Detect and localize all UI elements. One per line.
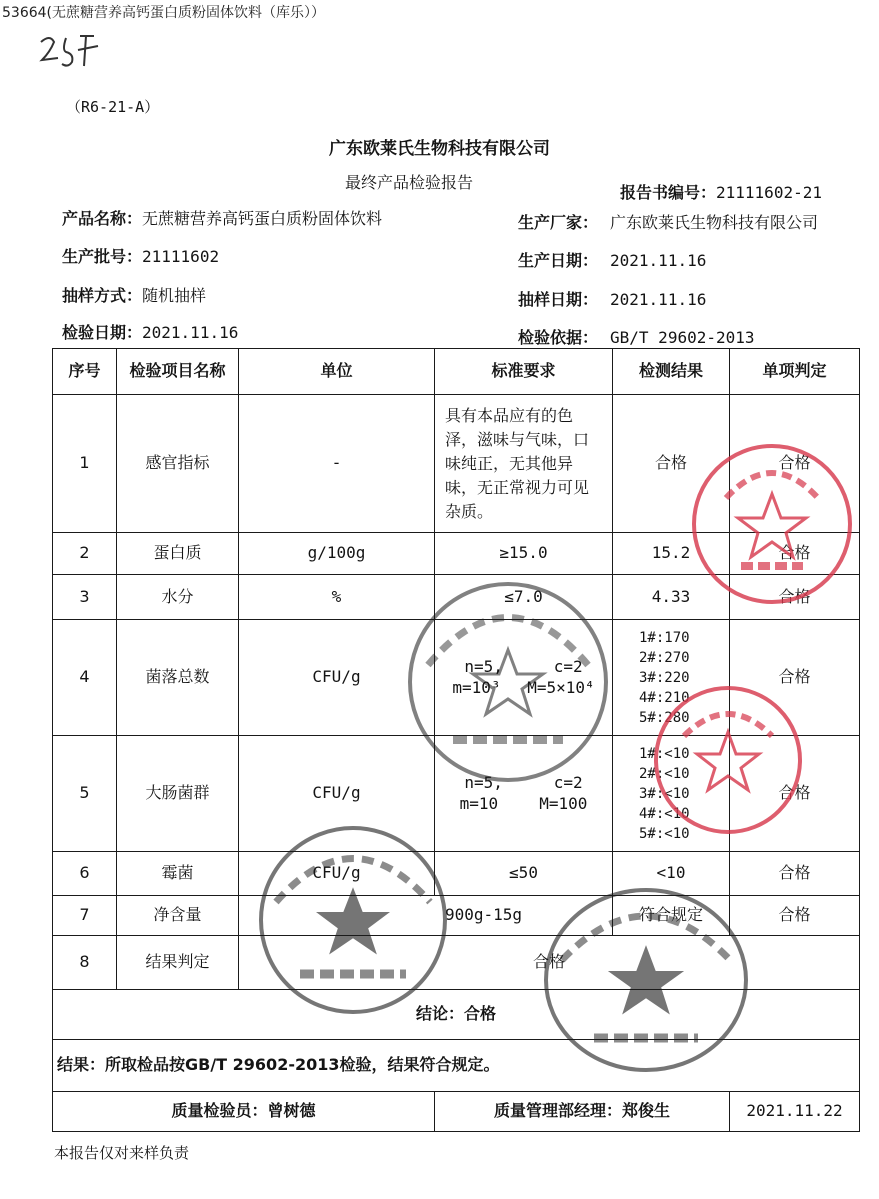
std-c: c=2 [553,656,583,676]
row-number: 4 [53,620,117,736]
result: 15.2 [613,533,730,575]
inspector-name: 曾树德 [267,1101,316,1121]
result-statement: 结果：所取检品按GB/T 29602-2013检验，结果符合规定。 [53,1040,860,1092]
table-row [53,896,860,936]
item-name: 菌落总数 [117,620,239,736]
row-number: 2 [53,533,117,575]
row-number: 8 [53,936,117,990]
table-row [53,936,860,990]
unit: % [239,575,435,620]
test-basis-label: 检验依据： [518,328,599,347]
result: 合格 [613,395,730,533]
batch-field [62,244,219,267]
item-name: 感官指标 [117,395,239,533]
sampling-method-field [62,283,206,306]
standard [435,736,613,852]
production-date-field [518,248,706,271]
table-row [53,395,860,533]
std-n: n=5, [464,772,503,792]
result-list [613,620,730,736]
verdict: 合格 [730,852,860,896]
product-name-field [62,206,382,229]
verdict: 合格 [730,736,860,852]
standard-n-c [435,773,612,794]
standard: ≥15.0 [435,533,613,575]
header-cell: 检验项目名称 [117,349,239,395]
test-date-field [62,320,238,343]
item-name: 蛋白质 [117,533,239,575]
inspector-label: 质量检验员： [171,1101,268,1121]
std-m: m=10³ [452,677,501,697]
row-number: 6 [53,852,117,896]
result-statement-row [53,1040,860,1092]
table-header-row [53,349,860,395]
test-basis-value: GB/T 29602-2013 [610,328,755,347]
row-number: 3 [53,575,117,620]
manager-cell [435,1092,730,1132]
result: <10 [613,852,730,896]
footer-note: 本报告仅对来样负责 [54,1144,190,1162]
sampling-date-field [518,287,706,310]
header-cell: 检测结果 [613,349,730,395]
report-number [620,180,822,203]
table-row [53,533,860,575]
test-basis-field [518,325,755,348]
standard-n-c [435,657,612,678]
item-name: 结果判定 [117,936,239,990]
table-row [53,620,860,736]
result: 符合规定 [613,896,730,936]
sampling-method-value: 随机抽样 [142,286,207,305]
report-number-value: 21111602-21 [716,183,822,202]
table-row [53,575,860,620]
batch-label: 生产批号： [62,247,143,266]
test-date-value: 2021.11.16 [142,323,239,342]
standard: 900g-15g [239,896,613,936]
std-M: M=100 [539,793,588,813]
unit: CFU/g [239,852,435,896]
result-item: 4#:<10 [639,805,690,822]
manager-name: 郑俊生 [622,1101,671,1121]
result-list [613,736,730,852]
standard [435,395,613,533]
inspection-table [52,348,860,1132]
company-title: 广东欧莱氏生物科技有限公司 [329,139,550,159]
result-item: 1#:170 [639,629,690,646]
table-row [53,736,860,852]
verdict: 合格 [730,533,860,575]
result-item: 3#:220 [639,669,690,686]
result-item: 2#:270 [639,649,690,666]
conclusion: 结论：合格 [53,990,860,1040]
sampling-method-label: 抽样方式： [62,286,143,305]
test-date-label: 检验日期： [62,323,143,342]
row-number: 1 [53,395,117,533]
conclusion-row [53,990,860,1040]
unit: - [239,395,435,533]
unit: CFU/g [239,736,435,852]
inspector-cell [53,1092,435,1132]
row-number: 7 [53,896,117,936]
result-item: 4#:210 [639,689,690,706]
standard: ≤7.0 [435,575,613,620]
verdict: 合格 [730,575,860,620]
signature-row [53,1092,860,1132]
std-n: n=5, [464,656,503,676]
header-cell: 单位 [239,349,435,395]
verdict: 合格 [730,896,860,936]
sampling-date-label: 抽样日期： [518,290,599,309]
overall-verdict: 合格 [239,936,860,990]
form-code: （R6-21-A） [66,98,160,116]
file-label: 53664(无蔗糖营养高钙蛋白质粉固体饮料（库乐）） [2,5,325,21]
row-number: 5 [53,736,117,852]
unit: g/100g [239,533,435,575]
verdict: 合格 [730,620,860,736]
verdict: 合格 [730,395,860,533]
std-M: M=5×10⁴ [527,677,595,697]
item-name: 霉菌 [117,852,239,896]
result-item: 3#:<10 [639,785,690,802]
result: 4.33 [613,575,730,620]
result-item: 5#:280 [639,709,690,726]
standard: ≤50 [435,852,613,896]
report-title: 最终产品检验报告 [345,173,474,192]
manufacturer-label: 生产厂家： [518,213,599,232]
product-name-label: 产品名称： [62,209,143,228]
item-name: 水分 [117,575,239,620]
item-name: 净含量 [117,896,239,936]
standard-text: 具有本品应有的色泽，滋味与气味，口味纯正，无其他异味，无正常视力可见杂质。 [445,405,590,521]
unit: CFU/g [239,620,435,736]
header-cell: 标准要求 [435,349,613,395]
standard-m-M [435,794,612,815]
result-item: 2#:<10 [639,765,690,782]
sampling-date-value: 2021.11.16 [610,290,707,309]
header-cell: 单项判定 [730,349,860,395]
production-date-label: 生产日期： [518,251,599,270]
std-c: c=2 [553,772,583,792]
item-name: 大肠菌群 [117,736,239,852]
header-cell: 序号 [53,349,117,395]
manufacturer-value: 广东欧莱氏生物科技有限公司 [610,213,819,232]
report-number-label: 报告书编号： [620,183,717,202]
table-row [53,852,860,896]
result-item: 1#:<10 [639,745,690,762]
batch-value: 21111602 [142,247,220,266]
production-date-value: 2021.11.16 [610,251,707,270]
handwritten-mark [36,30,106,72]
std-m: m=10 [459,793,499,813]
standard-m-M [435,678,612,699]
product-name-value: 无蔗糖营养高钙蛋白质粉固体饮料 [142,209,383,228]
manufacturer-field [518,210,818,233]
signature-date: 2021.11.22 [730,1092,860,1132]
standard [435,620,613,736]
manager-label: 质量管理部经理： [493,1101,622,1121]
result-item: 5#:<10 [639,825,690,842]
